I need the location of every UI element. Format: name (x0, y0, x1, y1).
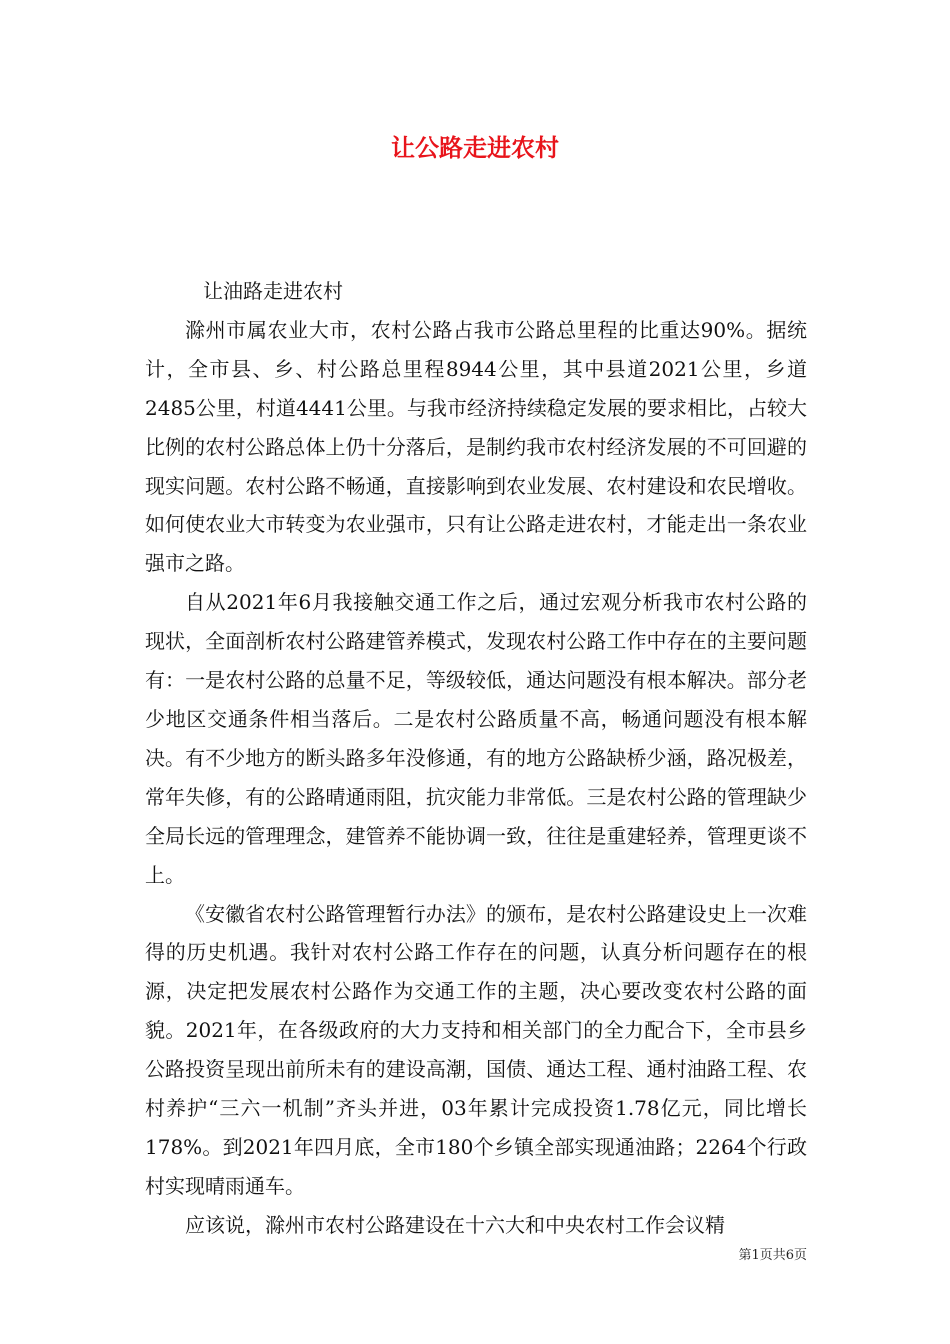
document-body (145, 272, 807, 1245)
document-subheading: 让油路走进农村 (203, 279, 343, 303)
paragraph-1: 滁州市属农业大市，农村公路占我市公路总里程的比重达90%。据统计，全市县、乡、村公路总里程8944公里，其中县道2021公里，乡道2485公里，村道4441公里。与我市经济持续稳定发展的要求相比，占较大比例的农村公路总体上仍十分落后，是制约我市农村经济发展的不可回避的现实问题。农村公路不畅通，直接影响到农业发展、农村建设和农民增收。如何使农业大市转变为农业强市，只有让公路走进农村，才能走出一条农业强市之路。 (145, 317, 807, 576)
paragraph-3: 《安徽省农村公路管理暂行办法》的颁布，是农村公路建设史上一次难得的历史机遇。我针对农村公路工作存在的问题，认真分析问题存在的根源，决定把发展农村公路作为交通工作的主题，决心要改变农村公路的面貌。2021年，在各级政府的大力支持和相关部门的全力配合下，全市县乡公路投资呈现出前所未有的建设高潮，国债、通达工程、通村油路工程、农村养护“三六一机制”齐头并进，03年累计完成投资1.78亿元，同比增长178%。到2021年四月底，全市180个乡镇全部实现通油路；2264个行政村实现晴雨通车。 (145, 901, 807, 1198)
paragraph-4: 应该说，滁州市农村公路建设在十六大和中央农村工作会议精 (185, 1212, 725, 1237)
page-number: 第1页共6页 (738, 1248, 807, 1263)
document-title: 让公路走进农村 (391, 134, 559, 162)
paragraph-2: 自从2021年6月我接触交通工作之后，通过宏观分析我市农村公路的现状，全面剖析农村公路建管养模式，发现农村公路工作中存在的主要问题有：一是农村公路的总量不足，等级较低，通达问题没有根本解决。部分老少地区交通条件相当落后。二是农村公路质量不高，畅通问题没有根本解决。有不少地方的断头路多年没修通，有的地方公路缺桥少涵，路况极差，常年失修，有的公路晴通雨阻，抗灾能力非常低。三是农村公路的管理缺少全局长远的管理理念，建管养不能协调一致，往往是重建轻养，管理更谈不上。 (145, 590, 807, 887)
